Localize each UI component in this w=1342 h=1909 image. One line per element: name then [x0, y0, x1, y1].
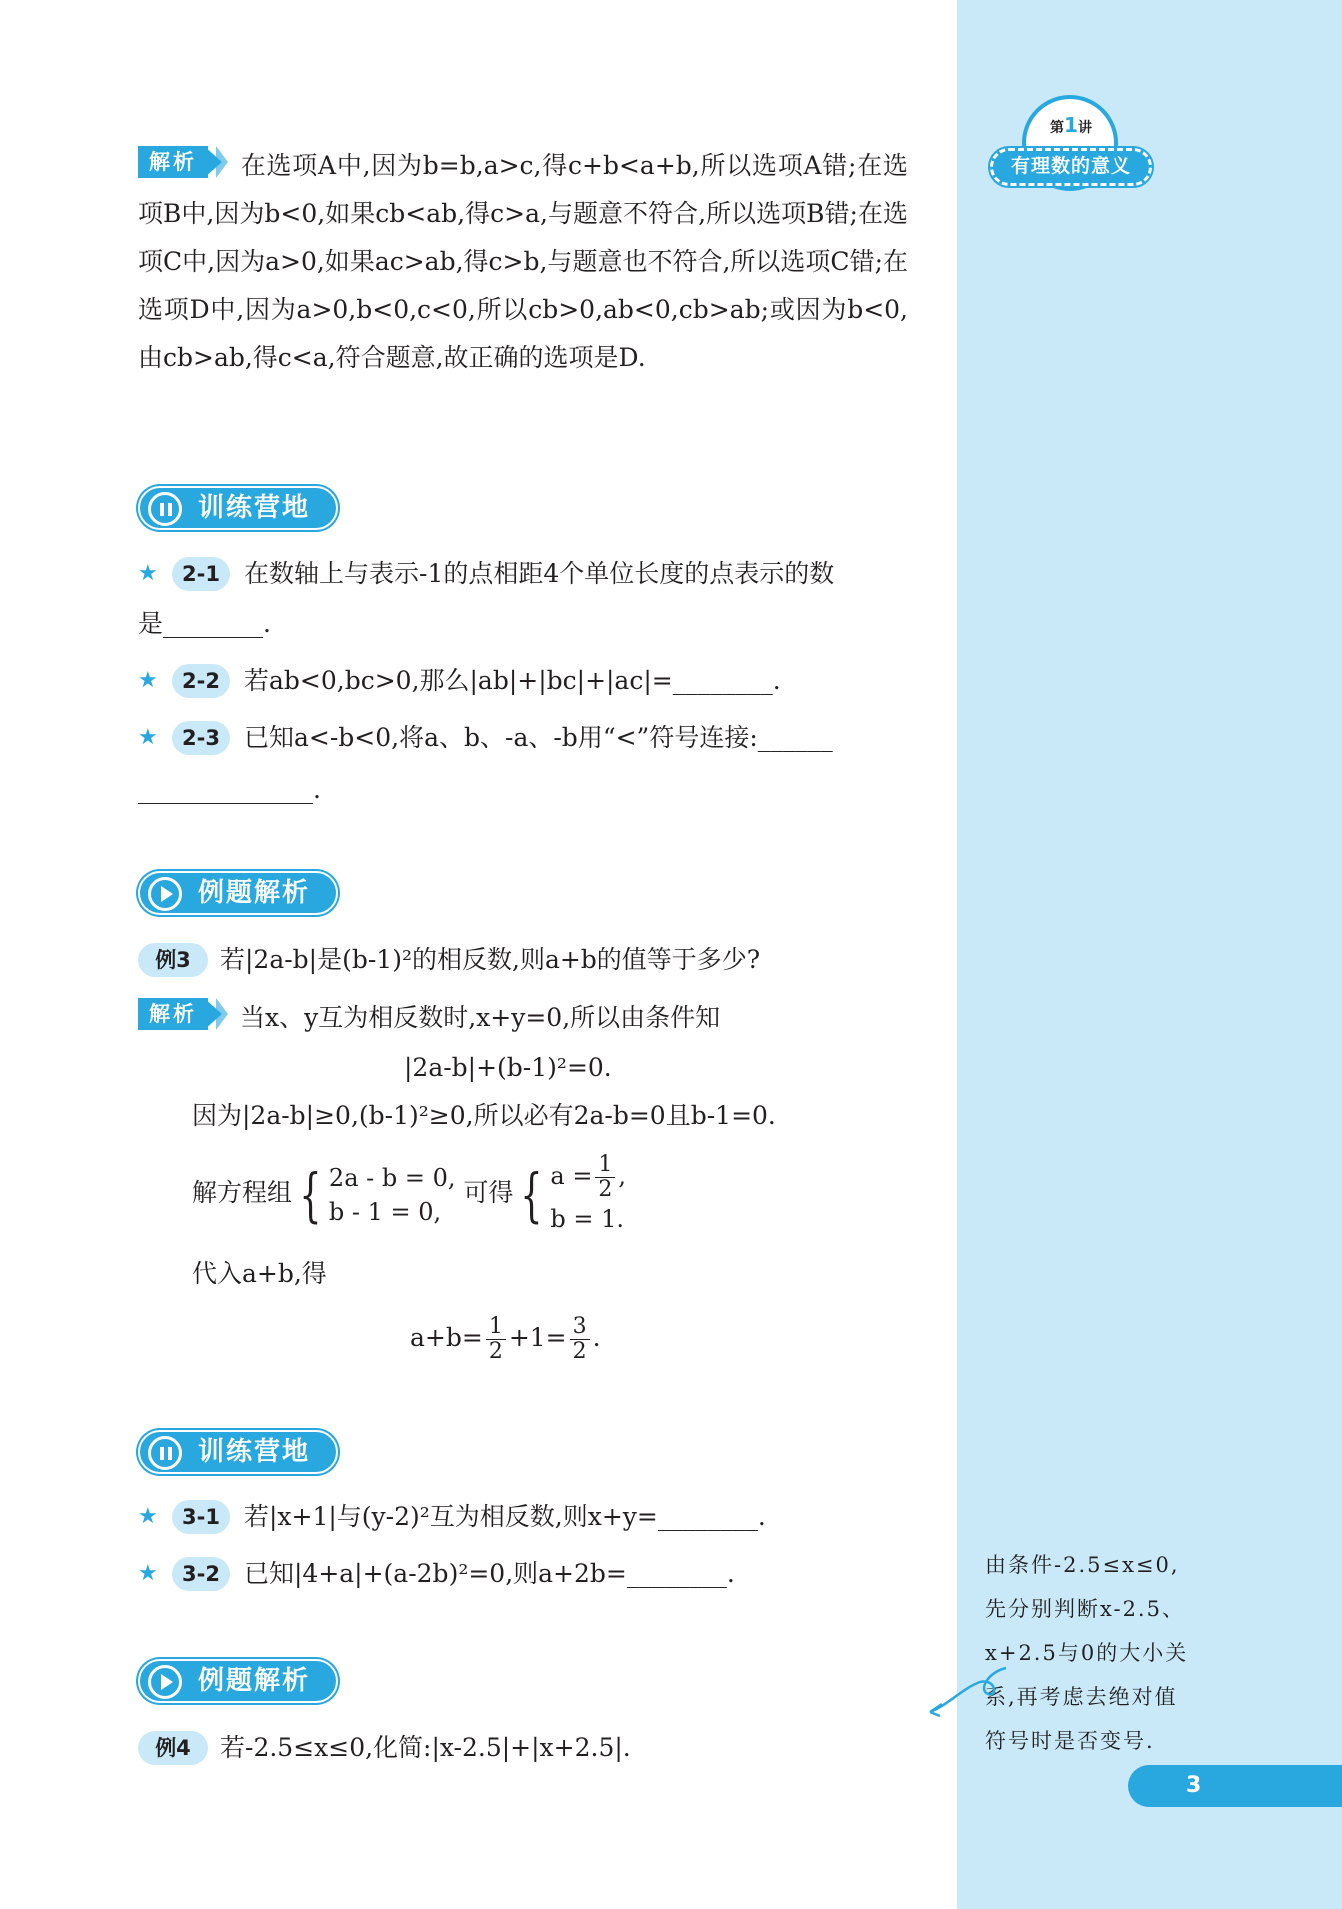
exercise-2-3-cont: ______________.	[138, 775, 321, 804]
star-icon: ★	[138, 668, 158, 693]
pause-icon	[148, 492, 182, 526]
solution-line: 当x、y互为相反数时,x+y=0,所以由条件知	[240, 1003, 721, 1032]
note-line: 符号时是否变号.	[985, 1729, 1155, 1753]
exercise-number: 2-2	[172, 664, 230, 698]
exercise-number: 3-2	[172, 1557, 230, 1591]
exercise-3-2	[138, 1554, 918, 1594]
example-label: 例4	[138, 1731, 208, 1765]
star-icon: ★	[138, 725, 158, 750]
lecture-number: 第1讲	[1050, 113, 1092, 137]
star-icon: ★	[138, 561, 158, 586]
note-line: 先分别判断x-2.5、	[985, 1597, 1185, 1621]
exercise-2-1-cont: 是________.	[138, 609, 271, 638]
example-3-solution-start	[138, 998, 720, 1038]
pause-icon	[148, 1436, 182, 1470]
lecture-title: 有理数的意义	[990, 148, 1152, 186]
exercise-text: 已知a<-b<0,将a、b、-a、-b用“<”符号连接:______	[244, 723, 833, 752]
example-label: 例3	[138, 943, 208, 977]
analysis-paragraph-1	[138, 142, 908, 382]
example-text: 若|2a-b|是(b-1)²的相反数,则a+b的值等于多少?	[220, 945, 761, 974]
page-number: 3	[1128, 1765, 1342, 1807]
exercise-2-2	[138, 661, 918, 701]
solution-line: 代入a+b,得	[192, 1259, 327, 1288]
solution-line: 因为|2a-b|≥0,(b-1)²≥0,所以必有2a-b=0且b-1=0.	[192, 1101, 776, 1130]
lecture-badge	[990, 95, 1152, 189]
exercise-2-1	[138, 554, 918, 594]
example-text: 若-2.5≤x≤0,化简:|x-2.5|+|x+2.5|.	[220, 1733, 631, 1762]
exercise-number: 3-1	[172, 1500, 230, 1534]
note-line: x+2.5与0的大小关	[985, 1641, 1189, 1665]
play-icon	[148, 877, 182, 911]
section-heading-training: 训练营地	[138, 486, 338, 530]
final-equation: a+b= $\frac{1}{2}$ +1= $\frac{3}{2}$ .	[410, 1314, 601, 1364]
exercise-text: 在数轴上与表示-1的点相距4个单位长度的点表示的数	[244, 559, 835, 588]
star-icon: ★	[138, 1561, 158, 1586]
exercise-number: 2-1	[172, 557, 230, 591]
curly-arrow-icon	[918, 1660, 1013, 1720]
analysis-text: 在选项A中,因为b=b,a>c,得c+b<a+b,所以选项A错;在选项B中,因为b<0,如果cb<ab,得c>a,与题意不符合,所以选项B错;在选项C中,因为a>0,如果ac>ab,得c>b,与题意也不符合,所以选项C错;在选项D中,因为a>0,b<0,c<0,所以cb>0,ab<0,cb>ab;或因为b<0,由cb>ab,得c<a,符合题意,故正确的选项是D.	[138, 151, 908, 372]
section-heading-example: 例题解析	[138, 1659, 338, 1703]
note-line: 由条件-2.5≤x≤0,	[985, 1553, 1180, 1577]
section-heading-example: 例题解析	[138, 871, 338, 915]
analysis-tag: 解析	[138, 146, 230, 178]
exercise-text: 已知|4+a|+(a-2b)²=0,则a+2b=________.	[244, 1559, 735, 1588]
example-3-question	[138, 940, 918, 980]
example-4-question	[138, 1728, 918, 1768]
star-icon: ★	[138, 1504, 158, 1529]
sidebar-note	[985, 1543, 1215, 1763]
note-line: 系,再考虑去绝对值	[985, 1685, 1178, 1709]
analysis-tag: 解析	[138, 998, 230, 1030]
equation-system: 解方程组 { 2a - b = 0, b - 1 = 0, 可得 { a = $\frac{1}{2}$ , b = 1.	[192, 1152, 627, 1233]
section-heading-training: 训练营地	[138, 1430, 338, 1474]
solution-equation: |2a-b|+(b-1)²=0.	[404, 1053, 612, 1082]
exercise-2-3	[138, 718, 918, 758]
exercise-number: 2-3	[172, 721, 230, 755]
play-icon	[148, 1665, 182, 1699]
exercise-3-1	[138, 1497, 918, 1537]
exercise-text: 若ab<0,bc>0,那么|ab|+|bc|+|ac|=________.	[244, 666, 781, 695]
exercise-text: 若|x+1|与(y-2)²互为相反数,则x+y=________.	[244, 1502, 766, 1531]
